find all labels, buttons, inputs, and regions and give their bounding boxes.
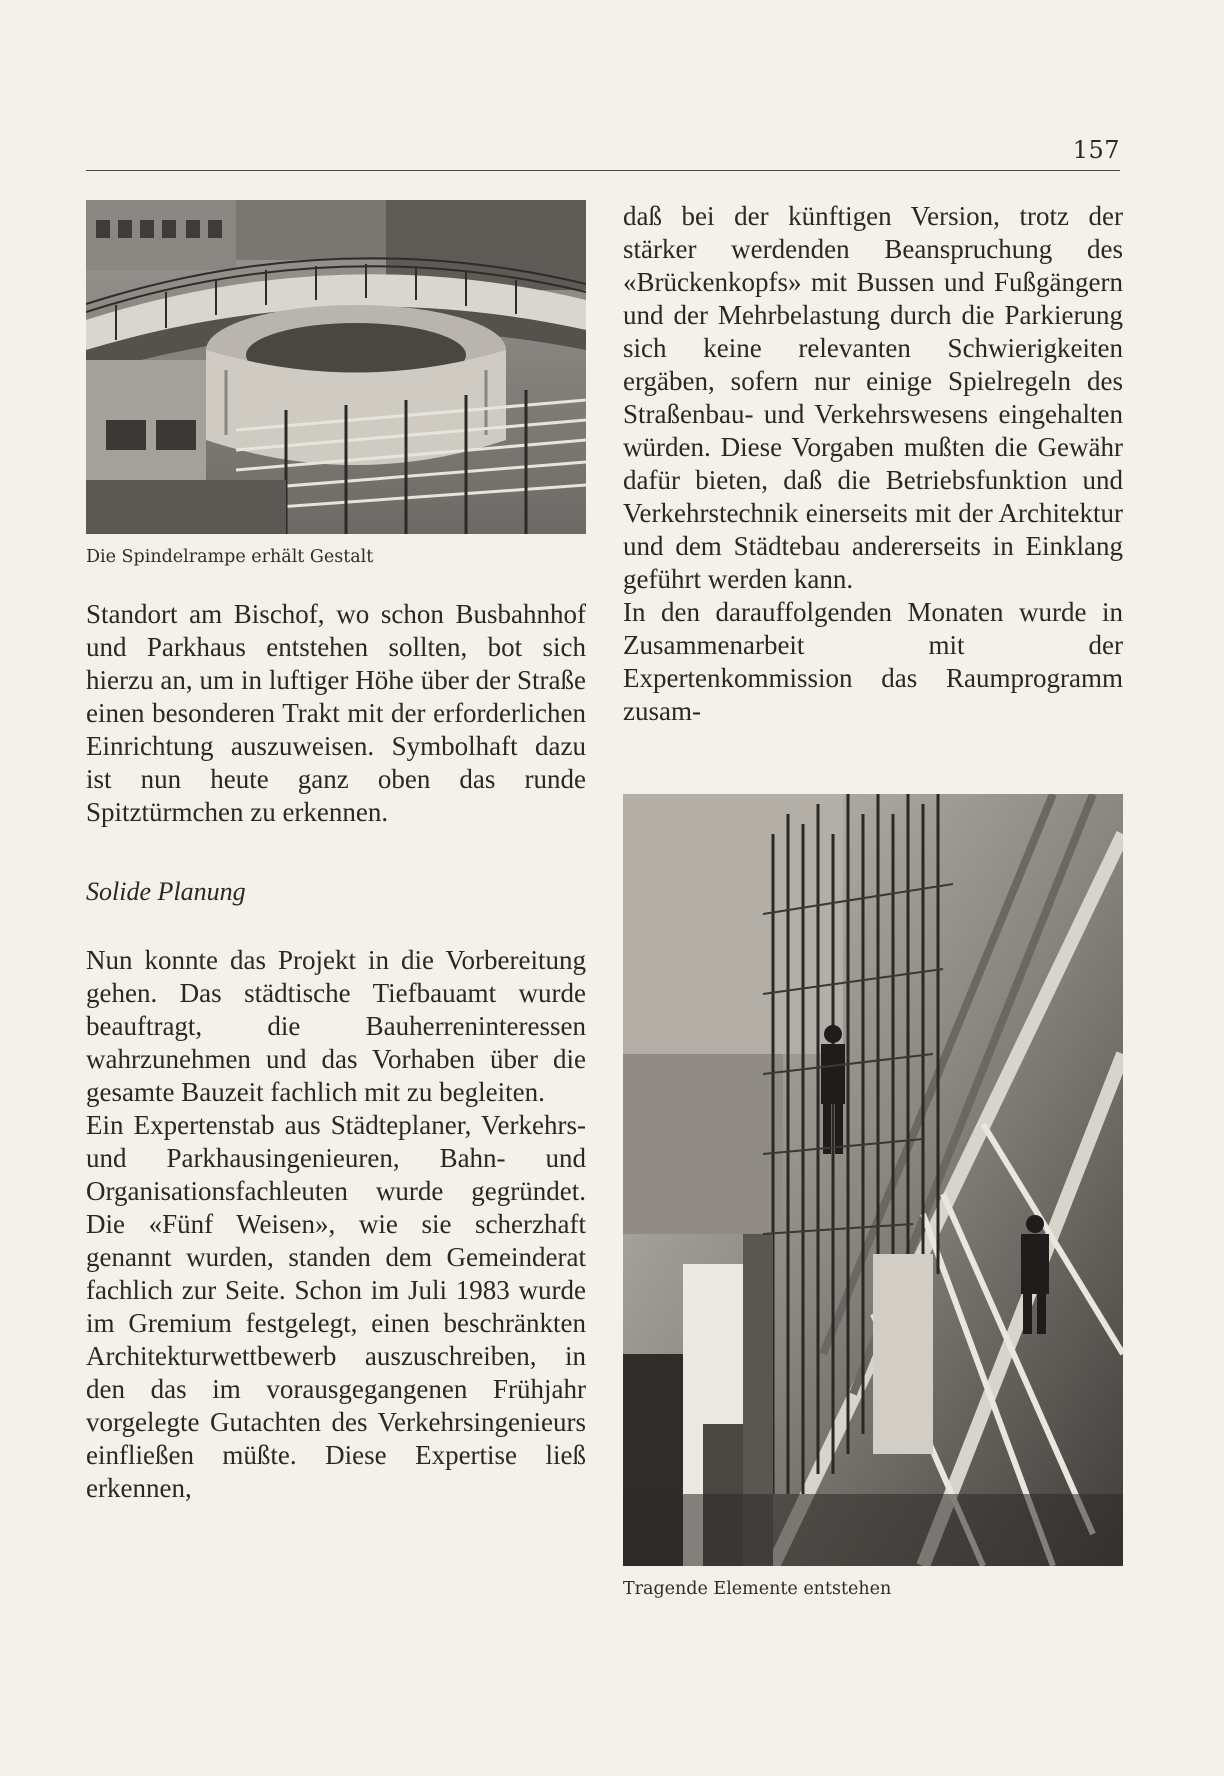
header-rule (86, 170, 1120, 171)
rebar-photo (623, 794, 1123, 1566)
right-column (623, 200, 1123, 1600)
left-paragraph-3: Ein Expertenstab aus Städteplaner, Verkehrs- und Parkhausingenieuren, Bahn- und Organisationsfachleuten wurde gegründet. Die «Fünf Weisen», wie sie scherzhaft genannt wurden, standen dem Gemeinderat fachlich zur Seite. Schon im Juli 1983 wurde im Gremium festgelegt, einen beschränkten Architekturwettbewerb auszuschreiben, in den das im vorausgegangenen Frühjahr vorgelegte Gutachten des Verkehrsingenieurs einfließen müßte. Diese Expertise ließ erkennen, (86, 1110, 586, 1503)
figure-caption-1: Die Spindelrampe erhält Gestalt (86, 547, 374, 567)
spiral-ramp-construction-photo-icon (86, 200, 586, 534)
left-paragraph-1: Standort am Bischof, wo schon Busbahnhof und Parkhaus entstehen sollten, bot sich hierzu an, um in luftiger Höhe über der Straße einen besonderen Trakt mit der erforderlichen Einrichtung auszuweisen. Symbolhaft dazu ist nun heute ganz oben das runde Spitztürmchen zu erkennen. (86, 599, 586, 827)
rebar-formwork-construction-photo-icon (623, 794, 1123, 1566)
page-number: 157 (1072, 136, 1120, 164)
left-paragraph-2: Nun konnte das Projekt in die Vorbereitung gehen. Das städtische Tiefbauamt wurde beauftragt, die Bauherreninteressen wahrzunehmen und das Vorhaben über die gesamte Bauzeit fachlich mit zu begleiten. (86, 945, 586, 1107)
section-heading: Solide Planung (86, 877, 246, 906)
right-paragraph-2: In den darauffolgenden Monaten wurde in Zusammenarbeit mit der Expertenkommission das Raumprogramm zusam- (623, 597, 1123, 726)
figure-caption-2: Tragende Elemente entstehen (623, 1579, 892, 1599)
right-paragraph-1: daß bei der künftigen Version, trotz der stärker werdenden Beanspruchung des «Brückenkopfs» mit Bussen und Fußgängern und der Mehrbelastung durch die Parkierung sich keine relevanten Schwierigkeiten ergäben, sofern nur einige Spielregeln des Straßenbau- und Verkehrswesens eingehalten würden. Diese Vorgaben mußten die Gewähr dafür bieten, daß die Betriebsfunktion und Verkehrstechnik einerseits mit der Architektur und dem Städtebau andererseits in Einklang geführt werden kann. (623, 201, 1123, 594)
spiral-ramp-photo (86, 200, 586, 534)
left-column (86, 200, 586, 1505)
